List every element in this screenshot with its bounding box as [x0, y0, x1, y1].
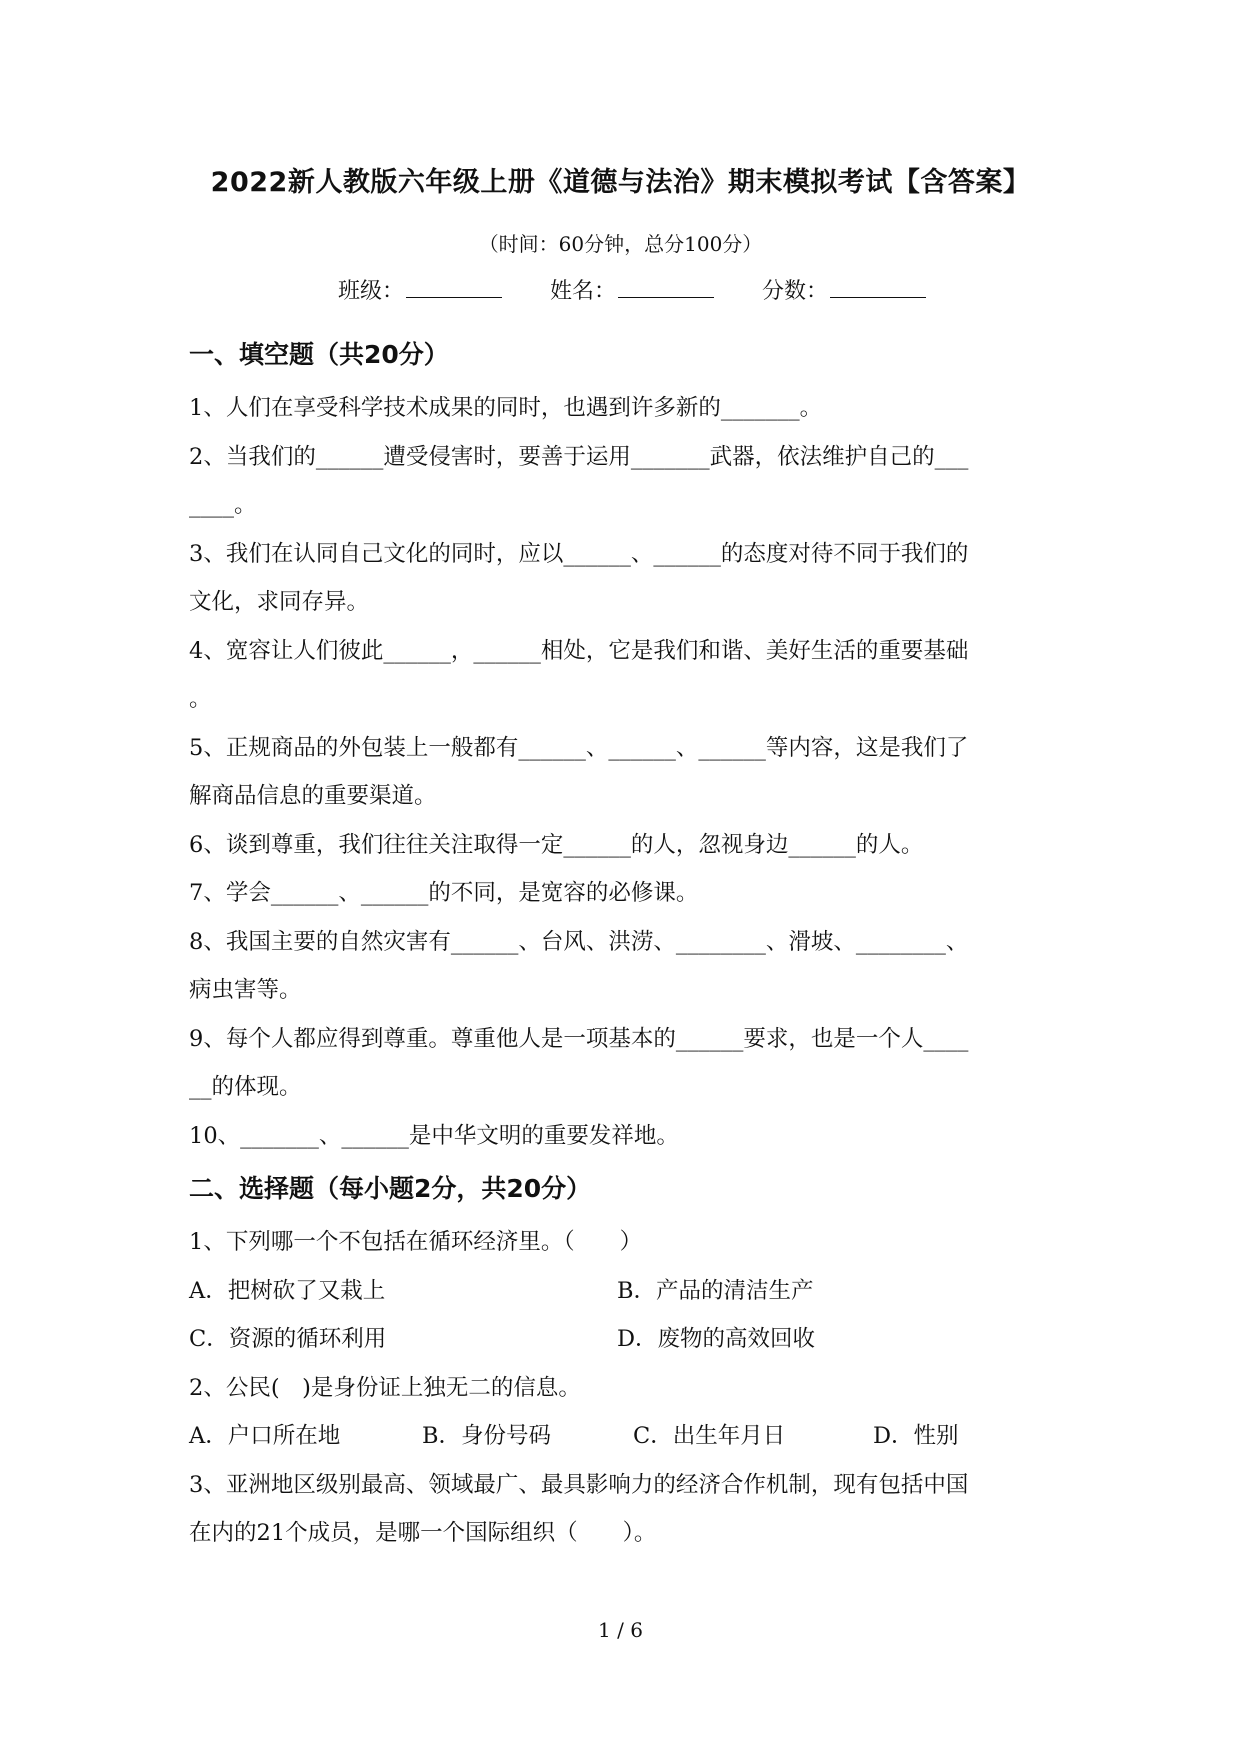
- fill-question-line: 9、每个人都应得到尊重。尊重他人是一项基本的______要求，也是一个人____: [189, 1025, 969, 1052]
- choice-question-3-cont: 在内的21个成员，是哪一个国际组织（ ）。: [189, 1520, 657, 1546]
- choice-options-row: [189, 1412, 1054, 1461]
- fill-question-line: 文化，求同存异。: [189, 589, 370, 615]
- name-field: [550, 274, 714, 305]
- score-field: [762, 274, 926, 305]
- fill-question-line: 10、_______、______是中华文明的重要发祥地。: [189, 1122, 679, 1149]
- name-label: 姓名：: [550, 279, 617, 304]
- fill-question-line: 7、学会______、______的不同，是宽容的必修课。: [189, 880, 699, 906]
- fill-question-line: 8、我国主要的自然灾害有______、台风、洪涝、________、滑坡、________、: [189, 928, 969, 955]
- fill-question-line: 解商品信息的重要渠道。: [189, 783, 437, 809]
- exam-subtitle: （时间：60分钟，总分100分）: [478, 232, 763, 256]
- fill-question-line: 5、正规商品的外包装上一般都有______、______、______等内容，这是我们了: [189, 734, 969, 761]
- fill-question-line: 2、当我们的______遭受侵害时，要善于运用_______武器，依法维护自己的___: [189, 443, 969, 470]
- choice-question-1: 1、下列哪一个不包括在循环经济里。（ ）: [189, 1229, 643, 1255]
- fill-question-line: __的体现。: [189, 1074, 302, 1100]
- fill-question-line: 4、宽容让人们彼此______，______相处，它是我们和谐、美好生活的重要基础: [189, 637, 969, 664]
- score-label: 分数：: [762, 279, 829, 304]
- class-field: [338, 274, 502, 305]
- choice-question-3: 3、亚洲地区级别最高、领域最广、最具影响力的经济合作机制，现有包括中国: [189, 1471, 969, 1498]
- student-info-row: [338, 274, 926, 305]
- page-number: 1 / 6: [598, 1618, 643, 1642]
- name-blank: [618, 279, 714, 298]
- section-choice-title: 二、选择题（每小题2分，共20分）: [189, 1174, 592, 1203]
- choice-question-2: 2、公民( )是身份证上独无二的信息。: [189, 1374, 581, 1401]
- option-c: C．出生年月日: [633, 1423, 786, 1449]
- choice-options-row: [189, 1315, 1054, 1364]
- option-b: B．身份号码: [422, 1423, 552, 1449]
- choice-options-row: [189, 1267, 1054, 1316]
- fill-question-line: 3、我们在认同自己文化的同时，应以______、______的态度对待不同于我们的: [189, 540, 969, 567]
- class-label: 班级：: [338, 279, 405, 304]
- section-fill-blank-title: 一、填空题（共20分）: [189, 340, 449, 369]
- option-d: D．废物的高效回收: [617, 1326, 816, 1352]
- option-b: B．产品的清洁生产: [617, 1277, 814, 1304]
- option-c: C．资源的循环利用: [189, 1326, 387, 1352]
- page-title: 2022新人教版六年级上册《道德与法治》期末模拟考试【含答案】: [210, 167, 1031, 198]
- fill-question-line: 病虫害等。: [189, 977, 302, 1003]
- fill-question-line: 6、谈到尊重，我们往往关注取得一定______的人，忽视身边______的人。: [189, 831, 924, 858]
- option-a: A．把树砍了又栽上: [189, 1277, 386, 1304]
- option-d: D．性别: [873, 1423, 959, 1449]
- class-blank: [406, 279, 502, 298]
- exam-content: [189, 326, 1054, 1558]
- fill-question-line: 1、人们在享受科学技术成果的同时，也遇到许多新的_______。: [189, 395, 823, 421]
- score-blank: [830, 279, 926, 298]
- option-a: A．户口所在地: [189, 1423, 341, 1449]
- fill-question-line: 。: [189, 686, 212, 712]
- fill-question-line: ____。: [189, 492, 257, 518]
